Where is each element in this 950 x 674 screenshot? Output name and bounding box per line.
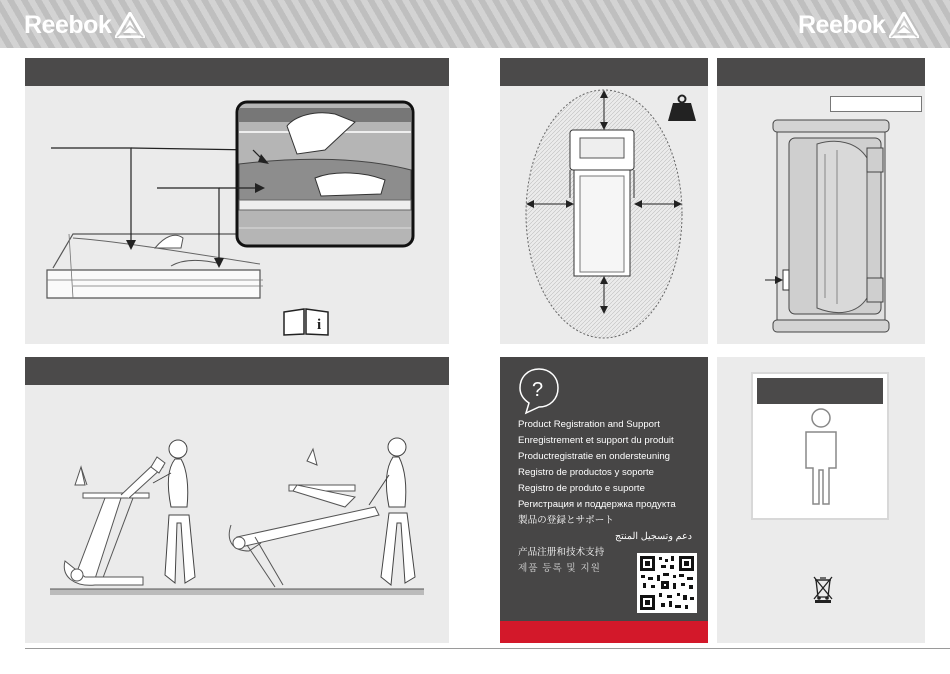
user-limit-card (751, 372, 889, 520)
user-limit-panel (717, 357, 925, 643)
brand-name: Reebok (798, 10, 886, 39)
support-line-pt: Registro de produto e suporte (518, 483, 645, 494)
person-icon (801, 408, 841, 508)
support-line-ko: 제품 등록 및 지원 (518, 563, 601, 574)
weee-bin-icon (812, 575, 834, 603)
support-accent-bar (500, 621, 708, 643)
svg-text:i: i (317, 317, 322, 333)
support-line-zh: 产品注册和技术支持 (518, 547, 605, 558)
support-line-ru: Регистрация и поддержка продукта (518, 499, 676, 510)
clearance-panel (500, 58, 708, 344)
belt-lubrication-illustration (25, 58, 449, 344)
footer-divider (25, 648, 950, 649)
serial-label-panel (717, 58, 925, 344)
folding-illustration (25, 357, 449, 643)
page-header (0, 0, 950, 48)
support-line-ar: دعم وتسجيل المنتج (614, 531, 692, 542)
support-panel (500, 357, 708, 643)
folding-panel (25, 357, 449, 643)
manual-info-icon (282, 308, 330, 336)
support-line-nl: Productregistratie en ondersteuning (518, 451, 670, 462)
svg-text:?: ? (532, 379, 544, 401)
belt-lubrication-panel (25, 58, 449, 344)
support-line-fr: Enregistrement et support du produit (518, 435, 674, 446)
question-bubble-icon (518, 367, 560, 415)
support-line-en: Product Registration and Support (518, 419, 660, 430)
qr-code-icon[interactable] (637, 553, 697, 613)
brand-logo-right (798, 10, 919, 40)
reebok-delta-icon (889, 12, 919, 38)
support-line-ja: 製品の登録とサポート (518, 515, 614, 526)
reebok-delta-icon (115, 12, 145, 38)
brand-name: Reebok (24, 10, 112, 39)
brand-logo-left (24, 10, 145, 40)
support-line-es: Registro de productos y soporte (518, 467, 654, 478)
serial-location-illustration (717, 58, 925, 344)
weight-icon (667, 94, 697, 122)
user-limit-title-bar (757, 378, 883, 404)
